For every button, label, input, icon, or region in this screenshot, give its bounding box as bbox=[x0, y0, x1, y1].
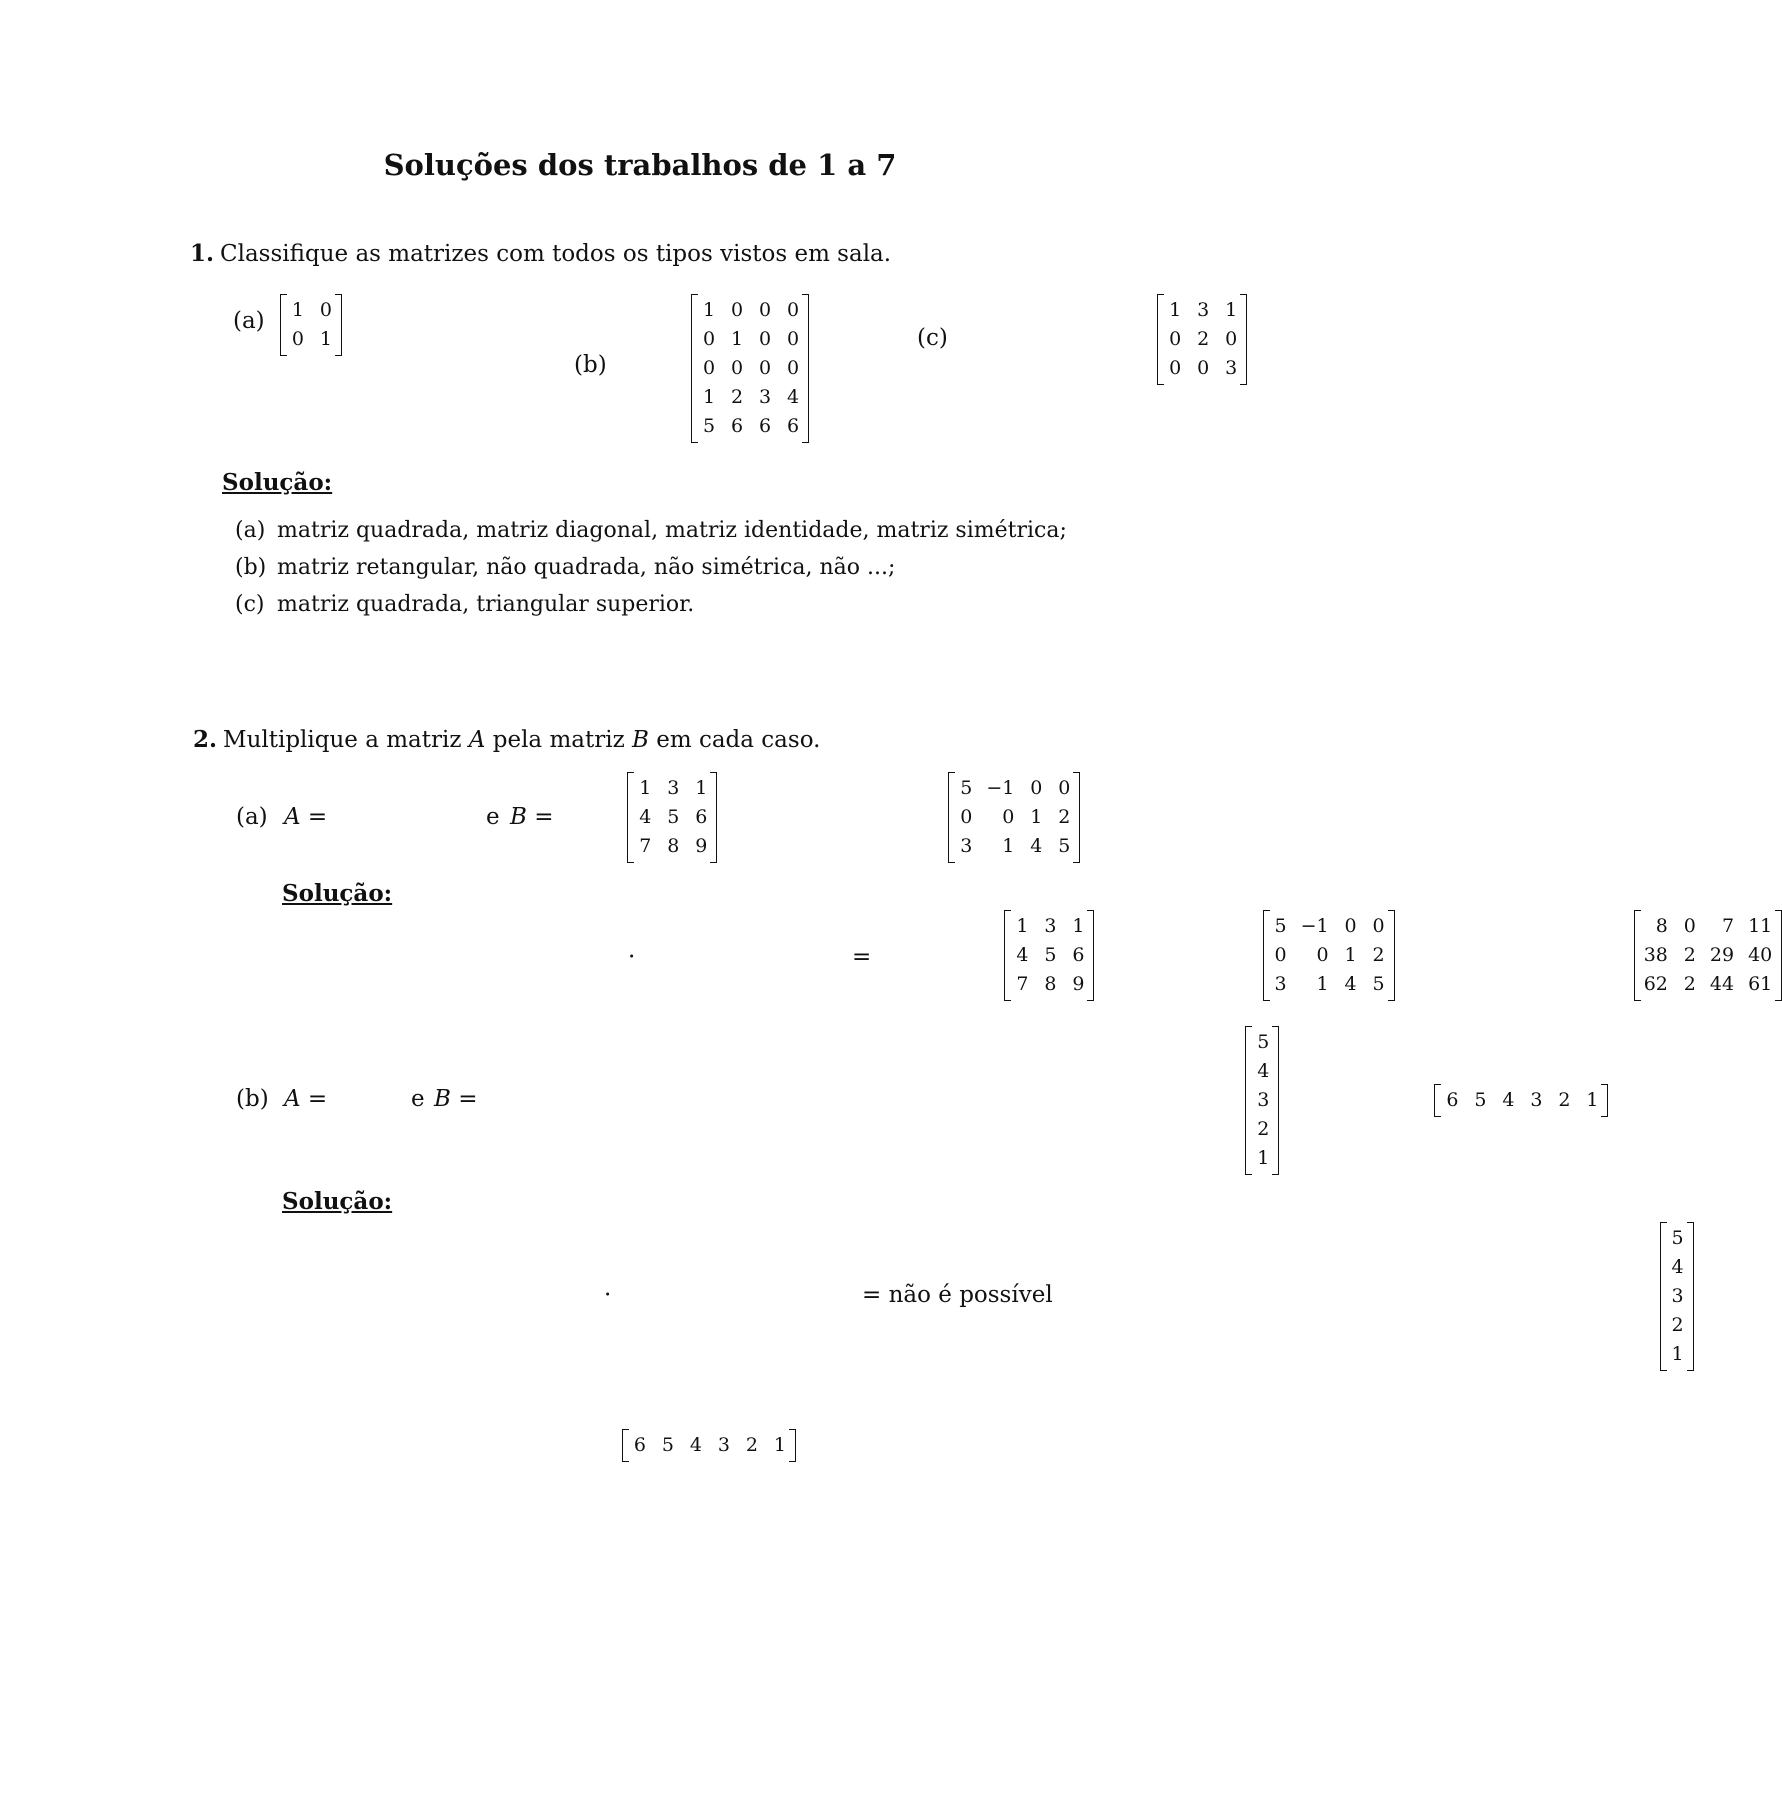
matrix-cell: 61 bbox=[1748, 973, 1773, 995]
matrix-cell: 0 bbox=[1002, 806, 1015, 828]
q1-matrix-c bbox=[1157, 294, 1247, 385]
matrix-cell: 0 bbox=[1316, 944, 1329, 966]
matrix-cell: 7 bbox=[1016, 973, 1029, 995]
q2b-conj: e bbox=[411, 1086, 425, 1112]
matrix-cell: 0 bbox=[787, 299, 800, 321]
matrix-cell: 9 bbox=[695, 835, 708, 857]
q1-answer-c bbox=[235, 592, 694, 617]
question-1-text: Classifique as matrizes com todos os tipos vistos em sala. bbox=[220, 241, 892, 267]
matrix-cell: 3 bbox=[667, 777, 680, 799]
matrix-cell: 0 bbox=[319, 299, 332, 321]
matrix-cell: 40 bbox=[1748, 944, 1773, 966]
matrix-cell: 1 bbox=[773, 1434, 786, 1456]
matrix-cell: 4 bbox=[1344, 973, 1357, 995]
matrix-cell: 0 bbox=[787, 357, 800, 379]
q1-label-a: (a) bbox=[233, 308, 265, 334]
question-2-var-a: A bbox=[468, 727, 486, 753]
q2b-a-prefix: A = bbox=[284, 1086, 328, 1112]
question-1-number: 1. bbox=[190, 240, 215, 267]
matrix-cell: 6 bbox=[695, 806, 708, 828]
q2a-dot: · bbox=[628, 944, 636, 970]
matrix-cell: 1 bbox=[1169, 299, 1182, 321]
matrix-cell: 3 bbox=[759, 386, 772, 408]
matrix-cell: 1 bbox=[1344, 944, 1357, 966]
matrix-cell: 0 bbox=[731, 299, 744, 321]
matrix-cell: 2 bbox=[1058, 806, 1071, 828]
question-2-number: 2. bbox=[193, 726, 218, 753]
matrix-cell: 1 bbox=[319, 328, 332, 350]
matrix-cell: 3 bbox=[1671, 1285, 1684, 1307]
q2a-b-prefix: B = bbox=[510, 804, 554, 830]
q2a-equals: = bbox=[852, 944, 872, 970]
matrix-cell: 0 bbox=[291, 328, 304, 350]
matrix-cell: 5 bbox=[1044, 944, 1057, 966]
q2a-conj: e bbox=[486, 804, 500, 830]
q1-label-c: (c) bbox=[917, 325, 948, 351]
matrix-cell: 5 bbox=[703, 415, 716, 437]
matrix-cell: 8 bbox=[1044, 973, 1057, 995]
matrix-cell: 3 bbox=[1530, 1089, 1543, 1111]
q2a-solution-matrix-b bbox=[1263, 910, 1395, 1001]
matrix-cell: 5 bbox=[1372, 973, 1385, 995]
matrix-cell: 3 bbox=[1197, 299, 1210, 321]
q1-answer-b bbox=[235, 555, 895, 580]
matrix-cell: 8 bbox=[667, 835, 680, 857]
matrix-cell: 6 bbox=[787, 415, 800, 437]
question-2-text-2: pela matriz bbox=[492, 727, 625, 753]
q2b-result-text: = não é possível bbox=[862, 1282, 1053, 1308]
matrix-cell: 1 bbox=[703, 299, 716, 321]
matrix-cell: 2 bbox=[1372, 944, 1385, 966]
q2b-solution-matrix-b bbox=[622, 1429, 796, 1462]
matrix-cell: 4 bbox=[787, 386, 800, 408]
matrix-cell: 6 bbox=[731, 415, 744, 437]
q2b-matrix-a bbox=[1245, 1026, 1279, 1175]
q1-matrix-a bbox=[280, 294, 342, 356]
matrix-cell: 1 bbox=[1225, 299, 1238, 321]
matrix-cell: 1 bbox=[291, 299, 304, 321]
q2b-solution-matrix-a bbox=[1660, 1222, 1694, 1371]
q1-answer-b-tag: (b) bbox=[235, 555, 267, 580]
question-2-var-b: B bbox=[632, 727, 649, 753]
matrix-cell: 44 bbox=[1709, 973, 1735, 995]
matrix-cell: 4 bbox=[1671, 1256, 1684, 1278]
question-1 bbox=[190, 240, 891, 267]
matrix-cell: 1 bbox=[1586, 1089, 1599, 1111]
matrix-cell: 0 bbox=[1274, 944, 1287, 966]
matrix-cell: 5 bbox=[1257, 1031, 1270, 1053]
matrix-cell: 1 bbox=[1002, 835, 1015, 857]
matrix-cell: 0 bbox=[1030, 777, 1043, 799]
matrix-cell: 3 bbox=[1257, 1089, 1270, 1111]
q2b-dot: · bbox=[604, 1282, 612, 1308]
matrix-cell: 3 bbox=[1225, 357, 1238, 379]
matrix-cell: 2 bbox=[1197, 328, 1210, 350]
matrix-cell: 4 bbox=[689, 1434, 702, 1456]
matrix-cell: 0 bbox=[1197, 357, 1210, 379]
q2a-matrix-a bbox=[627, 772, 717, 863]
q1-answer-a-text: matriz quadrada, matriz diagonal, matriz identidade, matriz simétrica; bbox=[277, 518, 1067, 543]
q2a-solution-label: Solução: bbox=[282, 880, 393, 907]
matrix-cell: 2 bbox=[1683, 973, 1696, 995]
matrix-cell: 5 bbox=[1474, 1089, 1487, 1111]
question-2-text-1: Multiplique a matriz bbox=[223, 727, 462, 753]
matrix-cell: 0 bbox=[759, 328, 772, 350]
matrix-cell: −1 bbox=[1300, 915, 1329, 937]
matrix-cell: 1 bbox=[1072, 915, 1085, 937]
matrix-cell: −1 bbox=[986, 777, 1015, 799]
matrix-cell: 1 bbox=[639, 777, 652, 799]
matrix-cell: 7 bbox=[1721, 915, 1735, 937]
q2a-matrix-b bbox=[948, 772, 1080, 863]
q1-answer-c-tag: (c) bbox=[235, 592, 265, 617]
matrix-cell: 6 bbox=[759, 415, 772, 437]
matrix-cell: 5 bbox=[960, 777, 973, 799]
matrix-cell: 2 bbox=[745, 1434, 758, 1456]
matrix-cell: 0 bbox=[1169, 357, 1182, 379]
q1-answer-b-text: matriz retangular, não quadrada, não simétrica, não ...; bbox=[277, 555, 896, 580]
q2b-label: (b) bbox=[236, 1086, 269, 1112]
q1-answer-a bbox=[235, 518, 1067, 543]
matrix-cell: 6 bbox=[1072, 944, 1085, 966]
matrix-cell: 5 bbox=[661, 1434, 674, 1456]
matrix-cell: 0 bbox=[1169, 328, 1182, 350]
matrix-cell: 2 bbox=[1683, 944, 1696, 966]
matrix-cell: 0 bbox=[1372, 915, 1385, 937]
q2b-solution-label: Solução: bbox=[282, 1188, 393, 1215]
matrix-cell: 6 bbox=[633, 1434, 646, 1456]
matrix-cell: 5 bbox=[1058, 835, 1071, 857]
matrix-cell: 29 bbox=[1709, 944, 1735, 966]
matrix-cell: 0 bbox=[759, 299, 772, 321]
matrix-cell: 1 bbox=[703, 386, 716, 408]
matrix-cell: 1 bbox=[1316, 973, 1329, 995]
matrix-cell: 38 bbox=[1643, 944, 1668, 966]
matrix-cell: 3 bbox=[960, 835, 973, 857]
matrix-cell: 0 bbox=[960, 806, 973, 828]
matrix-cell: 6 bbox=[1446, 1089, 1459, 1111]
matrix-cell: 3 bbox=[1044, 915, 1057, 937]
matrix-cell: 1 bbox=[1257, 1147, 1270, 1169]
matrix-cell: 9 bbox=[1072, 973, 1085, 995]
matrix-cell: 4 bbox=[1016, 944, 1029, 966]
q1-answer-c-text: matriz quadrada, triangular superior. bbox=[277, 592, 695, 617]
q1-matrix-b bbox=[691, 294, 809, 443]
matrix-cell: 5 bbox=[667, 806, 680, 828]
matrix-cell: 4 bbox=[1030, 835, 1043, 857]
matrix-cell: 5 bbox=[1671, 1227, 1684, 1249]
matrix-cell: 0 bbox=[703, 328, 716, 350]
matrix-cell: 0 bbox=[1058, 777, 1071, 799]
matrix-cell: 1 bbox=[695, 777, 708, 799]
matrix-cell: 2 bbox=[1257, 1118, 1270, 1140]
matrix-cell: 1 bbox=[1016, 915, 1029, 937]
q2a-result-matrix bbox=[1634, 910, 1782, 1001]
matrix-cell: 2 bbox=[1558, 1089, 1571, 1111]
page-title: Soluções dos trabalhos de 1 a 7 bbox=[383, 148, 897, 182]
q2b-b-prefix: B = bbox=[434, 1086, 478, 1112]
q2a-label: (a) bbox=[236, 804, 268, 830]
matrix-cell: 2 bbox=[731, 386, 744, 408]
matrix-cell: 3 bbox=[717, 1434, 730, 1456]
question-2-text-3: em cada caso. bbox=[656, 727, 821, 753]
matrix-cell: 1 bbox=[731, 328, 744, 350]
q2b-matrix-b bbox=[1434, 1084, 1608, 1117]
matrix-cell: 5 bbox=[1274, 915, 1287, 937]
q2a-a-prefix: A = bbox=[284, 804, 328, 830]
matrix-cell: 62 bbox=[1643, 973, 1668, 995]
matrix-cell: 0 bbox=[1344, 915, 1357, 937]
matrix-cell: 0 bbox=[759, 357, 772, 379]
q1-answer-a-tag: (a) bbox=[235, 518, 266, 543]
matrix-cell: 1 bbox=[1671, 1343, 1684, 1365]
matrix-cell: 1 bbox=[1030, 806, 1043, 828]
q1-solution-label: Solução: bbox=[222, 469, 333, 496]
matrix-cell: 0 bbox=[731, 357, 744, 379]
matrix-cell: 11 bbox=[1748, 915, 1773, 937]
q1-label-b: (b) bbox=[574, 352, 607, 378]
matrix-cell: 0 bbox=[703, 357, 716, 379]
matrix-cell: 0 bbox=[1683, 915, 1696, 937]
question-2 bbox=[193, 726, 820, 753]
matrix-cell: 2 bbox=[1671, 1314, 1684, 1336]
matrix-cell: 7 bbox=[639, 835, 652, 857]
matrix-cell: 0 bbox=[787, 328, 800, 350]
matrix-cell: 3 bbox=[1274, 973, 1287, 995]
matrix-cell: 8 bbox=[1655, 915, 1668, 937]
matrix-cell: 0 bbox=[1225, 328, 1238, 350]
q2a-solution-matrix-a bbox=[1004, 910, 1094, 1001]
matrix-cell: 4 bbox=[1502, 1089, 1515, 1111]
matrix-cell: 4 bbox=[1257, 1060, 1270, 1082]
matrix-cell: 4 bbox=[639, 806, 652, 828]
